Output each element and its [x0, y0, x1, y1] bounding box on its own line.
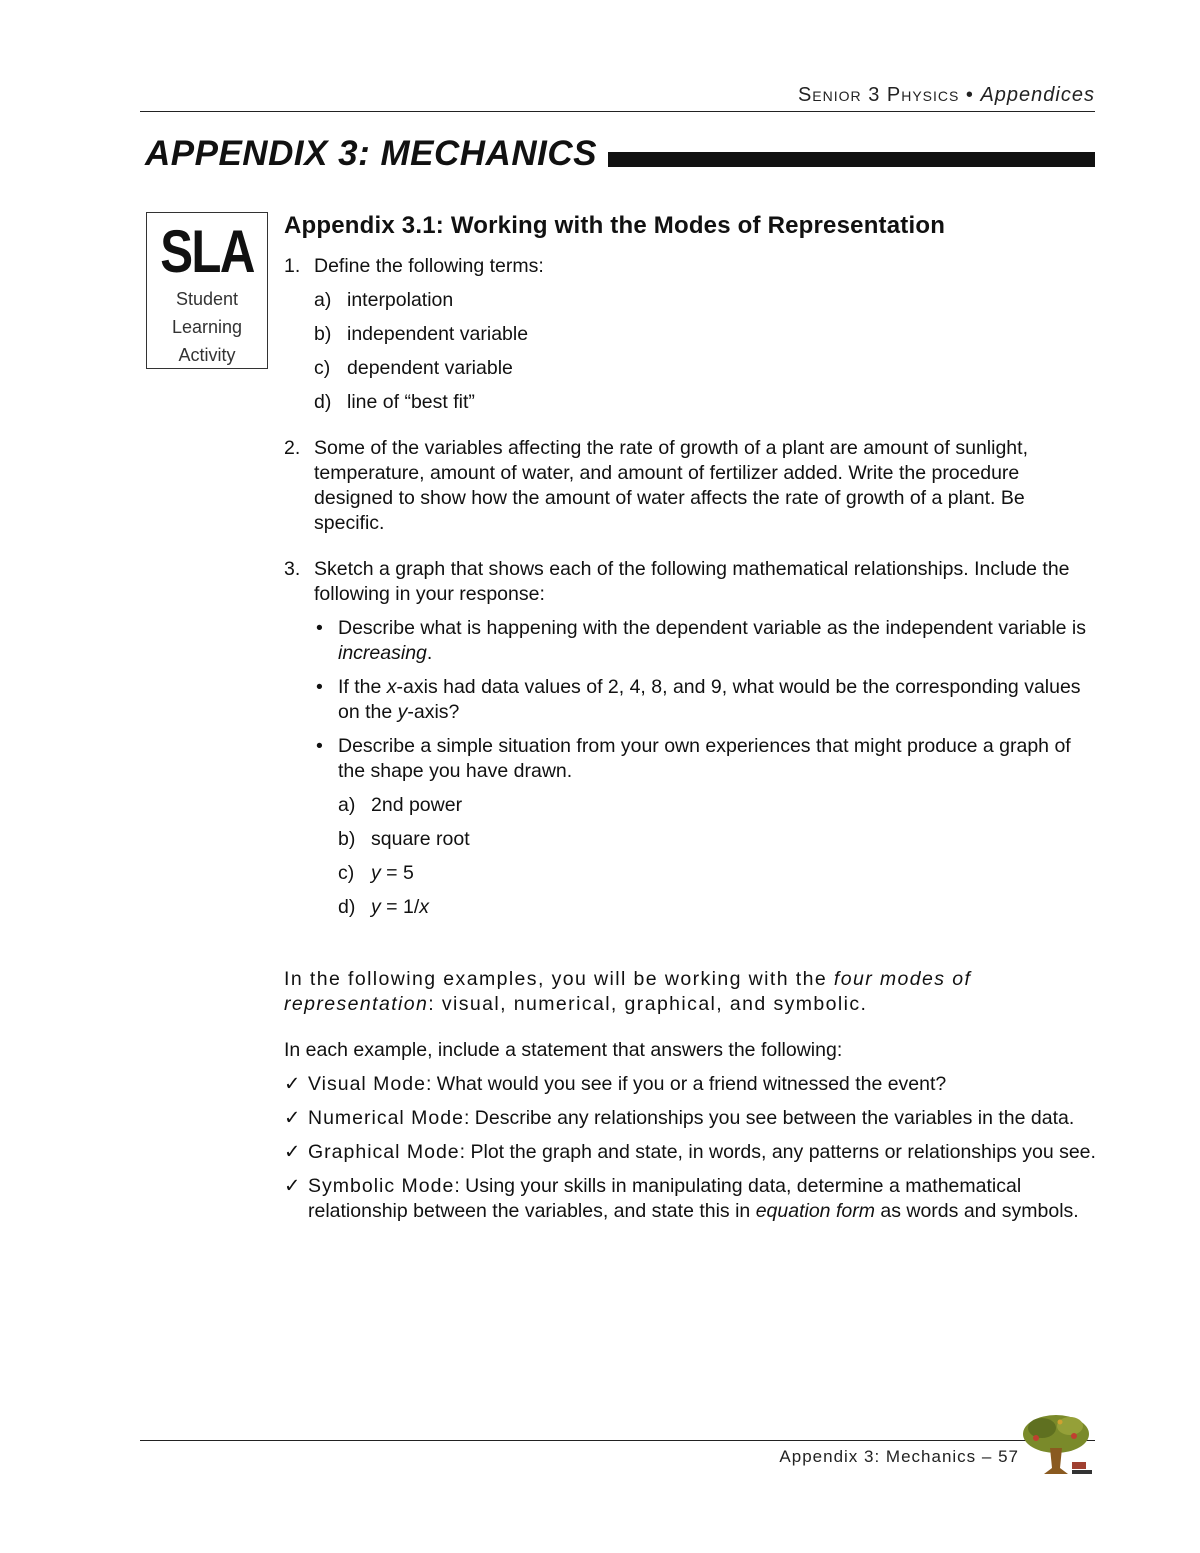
footer-rule	[140, 1440, 1095, 1441]
checkmark-icon: ✓	[284, 1175, 301, 1197]
main-content	[284, 210, 1096, 1224]
question-3	[284, 557, 1096, 920]
instruction-text: In each example, include a statement that answers the following:	[284, 1039, 843, 1061]
chapter-title: APPENDIX 3: MECHANICS	[145, 134, 597, 173]
list-item: a) interpolation	[314, 289, 454, 311]
list-item: c) dependent variable	[314, 357, 513, 379]
question-number: 1.	[284, 255, 301, 277]
bullet-item: • Describe what is happening with the dependent variable as the independent variable is increasing.	[316, 617, 1086, 664]
bullet-icon: •	[316, 735, 323, 757]
question-number: 3.	[284, 558, 301, 580]
checkmark-icon: ✓	[284, 1141, 301, 1163]
sla-label-line3: Activity	[178, 345, 236, 365]
header-rule	[140, 111, 1095, 112]
sla-label-line2: Learning	[171, 317, 243, 337]
tree-logo-icon	[1016, 1410, 1096, 1480]
bullet-item: • Describe a simple situation from your own experiences that might produce a graph of the shape you have drawn.	[316, 735, 1071, 782]
checkmark-icon: ✓	[284, 1107, 301, 1129]
list-item: d) line of “best fit”	[314, 391, 475, 413]
title-bar	[608, 152, 1095, 167]
bullet-item: • If the x-axis had data values of 2, 4, 8, and 9, what would be the corresponding values on the y-axis?	[316, 676, 1081, 723]
sla-abbreviation: SLA	[160, 218, 254, 285]
question-text: Sketch a graph that shows each of the following mathematical relationships. Include the following in your response:	[314, 558, 1070, 605]
question-text: Define the following terms:	[314, 255, 544, 277]
list-item: b) square root	[338, 828, 470, 850]
intro-paragraph: In the following examples, you will be working with the four modes of representation: visual, numerical, graphical, and symbolic.	[284, 968, 972, 1015]
mode-item-graphical: ✓ Graphical Mode: Plot the graph and state, in words, any patterns or relationships you see.	[284, 1141, 1096, 1163]
sla-badge	[146, 212, 268, 369]
mode-item-symbolic: ✓ Symbolic Mode: Using your skills in manipulating data, determine a mathematical relationship between the variables, and state this in equation form as words and symbols.	[284, 1175, 1079, 1222]
series-title: Senior 3 Physics	[797, 84, 960, 106]
checkmark-icon: ✓	[284, 1073, 301, 1095]
mode-item-numerical: ✓ Numerical Mode: Describe any relationships you see between the variables in the data.	[284, 1107, 1075, 1129]
bullet-icon: •	[316, 676, 323, 698]
list-item: c) y = 5	[338, 862, 414, 884]
question-1	[284, 254, 1096, 415]
question-text: Some of the variables affecting the rate of growth of a plant are amount of sunlight, temperature, amount of water, and amount of fertilizer added. Write the procedure designed to show how the amount of water affects the rate of growth of a plant. Be specific.	[314, 437, 1028, 534]
list-item: d) y = 1/x	[338, 896, 429, 918]
running-header	[140, 84, 1095, 107]
list-item: a) 2nd power	[338, 794, 463, 816]
page-footer: Appendix 3: Mechanics – 57	[779, 1447, 1019, 1466]
sla-label-line1: Student	[175, 289, 239, 309]
section-name: Appendices	[980, 84, 1095, 106]
header-separator: •	[959, 84, 981, 106]
question-2	[284, 436, 1096, 536]
section-title: Appendix 3.1: Working with the Modes of Representation	[284, 212, 946, 239]
list-item: b) independent variable	[314, 323, 529, 345]
question-number: 2.	[284, 437, 301, 459]
bullet-icon: •	[316, 617, 323, 639]
mode-item-visual: ✓ Visual Mode: What would you see if you or a friend witnessed the event?	[284, 1073, 947, 1095]
